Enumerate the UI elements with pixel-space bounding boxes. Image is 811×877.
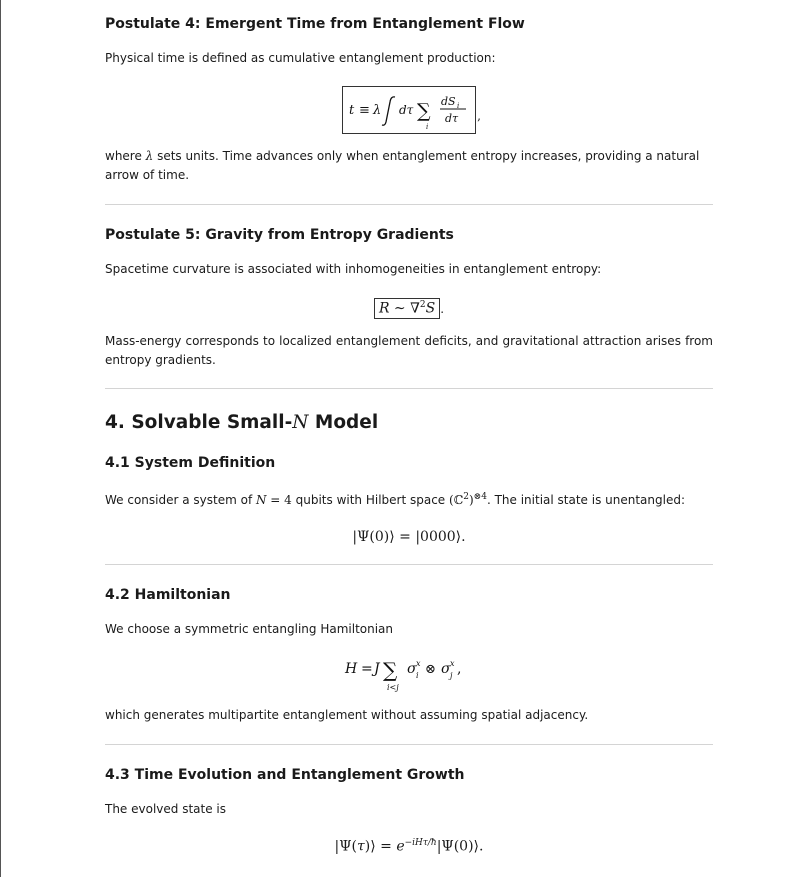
divider <box>105 388 713 389</box>
initial-state-formula: |Ψ(0)⟩ = |0000⟩. <box>352 529 466 545</box>
section-4-title-end: Model <box>308 412 379 433</box>
system-text-start: We consider a system of <box>105 493 256 507</box>
gravity-equation-box: R ∼ ∇$^2$S <box>374 298 440 319</box>
svg-text:i: i <box>457 102 460 110</box>
svg-text:H: H <box>345 661 358 677</box>
hamiltonian-equation <box>105 653 713 699</box>
section-4-title-start: 4. Solvable Small- <box>105 412 293 433</box>
postulate-5-heading: Postulate 5: Gravity from Entropy Gradients <box>105 227 454 243</box>
evolution-equation <box>105 836 713 855</box>
hamiltonian-intro: We choose a symmetric entangling Hamiltonian <box>105 622 394 636</box>
page-left-border <box>0 0 1 877</box>
postulate-4-heading: Postulate 4: Emergent Time from Entanglement Flow <box>105 16 525 32</box>
section-4-title-variable: N <box>292 412 309 433</box>
system-text-middle: qubits with Hilbert space <box>291 493 450 507</box>
svg-text:σ: σ <box>441 661 451 677</box>
svg-text:i<j: i<j <box>387 683 399 692</box>
divider <box>105 204 713 205</box>
hamiltonian-explanation: which generates multipartite entanglement without assuming spatial adjacency. <box>105 708 589 722</box>
initial-state-equation <box>105 526 713 545</box>
svg-text:j: j <box>450 671 453 680</box>
time-equation-formula <box>347 89 471 131</box>
section-4-heading <box>105 412 378 433</box>
postulate-4-explanation <box>105 147 713 185</box>
time-equation <box>105 86 713 138</box>
evolution-formula: |Ψ(τ)⟩ = $e^{-iH\tau/ħ}|\Psi(0)⟩$. <box>334 838 484 855</box>
svg-text:J: J <box>374 661 380 677</box>
svg-text:≡: ≡ <box>359 103 370 118</box>
subsection-4-2-heading: 4.2 Hamiltonian <box>105 587 231 603</box>
svg-text:,: , <box>457 661 462 677</box>
svg-text:dτ: dτ <box>399 103 414 117</box>
postulate-4-intro: Physical time is defined as cumulative entanglement production: <box>105 51 496 65</box>
explanation-text-start: where <box>105 149 146 163</box>
svg-text:x: x <box>450 659 455 668</box>
svg-text:σ: σ <box>407 661 417 677</box>
svg-text:i: i <box>416 671 419 680</box>
svg-text:∑: ∑ <box>383 658 398 682</box>
subsection-4-3-heading: 4.3 Time Evolution and Entanglement Growth <box>105 767 465 783</box>
system-definition-text: We consider a system of N = 4 qubits with Hilbert space (ℂ$^2$)$^{\otimes 4}$. The initial state is unentangled: <box>105 492 685 507</box>
svg-text:x: x <box>416 659 421 668</box>
hamiltonian-formula <box>339 653 479 695</box>
svg-text:dτ: dτ <box>445 112 459 125</box>
explanation-text-end: sets units. Time advances only when entanglement entropy increases, providing a natural arrow of time. <box>105 149 700 182</box>
svg-text:dS: dS <box>441 95 456 108</box>
svg-text:∑: ∑ <box>417 100 431 122</box>
system-text-end: . The initial state is unentangled: <box>486 493 685 507</box>
lambda-symbol: λ <box>145 149 154 163</box>
svg-text:⊗: ⊗ <box>425 662 436 677</box>
svg-text:t: t <box>349 103 355 118</box>
evolved-state-intro: The evolved state is <box>105 802 227 816</box>
svg-text:i: i <box>426 123 429 131</box>
divider <box>105 744 713 745</box>
gravity-equation: R ∼ ∇$^2$S . <box>105 298 713 319</box>
subsection-4-1-heading: 4.1 System Definition <box>105 455 276 471</box>
divider <box>105 564 713 565</box>
svg-text:=: = <box>361 661 373 677</box>
postulate-5-intro: Spacetime curvature is associated with inhomogeneities in entanglement entropy: <box>105 262 602 276</box>
postulate-5-explanation: Mass-energy corresponds to localized entanglement deficits, and gravitational attraction arises from entropy gradients. <box>105 334 713 367</box>
svg-text:λ: λ <box>373 103 382 118</box>
time-equation-box: t ≡ λ dτ ∑ i dS i dτ , <box>342 86 476 134</box>
